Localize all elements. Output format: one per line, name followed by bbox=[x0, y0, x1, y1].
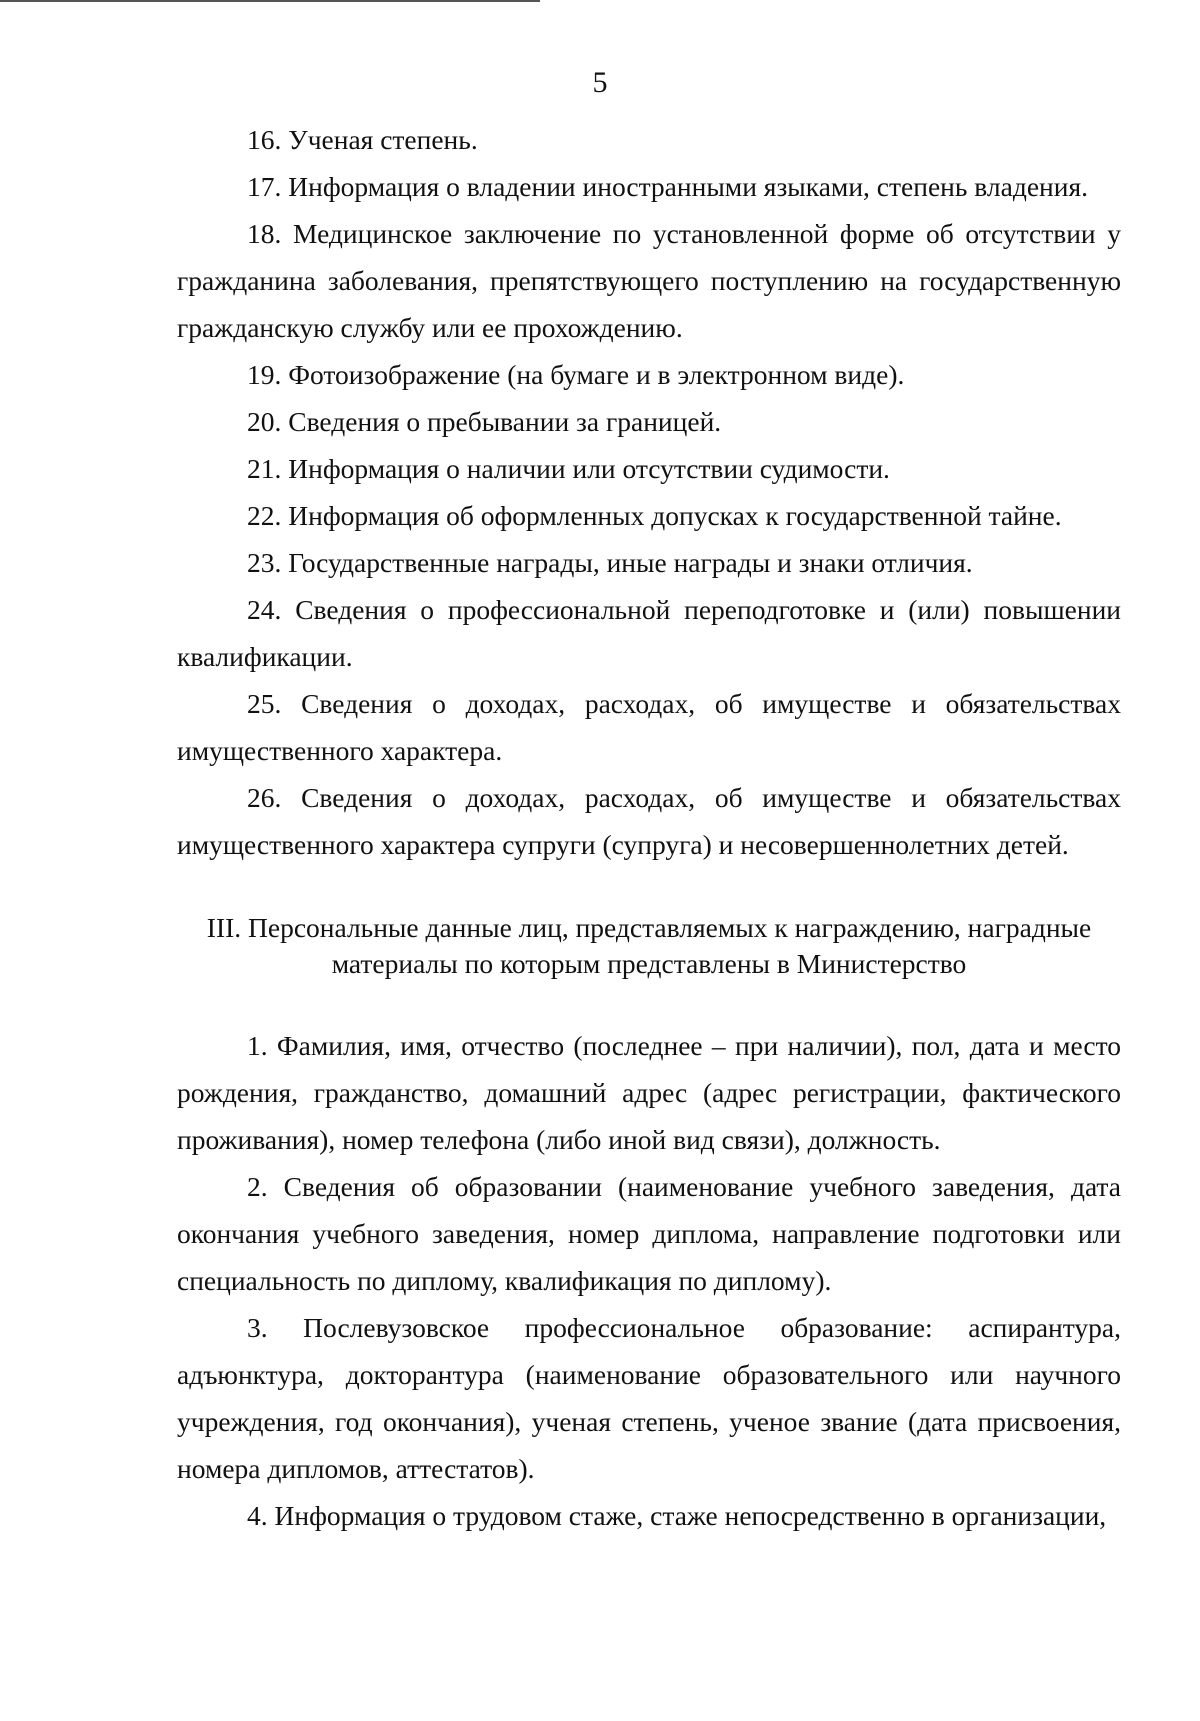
scan-edge-line bbox=[0, 0, 540, 2]
list-item: 26. Сведения о доходах, расходах, об имуществе и обязательствах имущественного характера супруги (супруга) и несовершеннолетних детей. bbox=[177, 782, 1121, 860]
list-item: 23. Государственные награды, иные награды и знаки отличия. bbox=[247, 547, 973, 578]
section-heading-line: материалы по которым представлены в Министерство bbox=[331, 948, 967, 979]
list-item: 21. Информация о наличии или отсутствии судимости. bbox=[247, 453, 890, 484]
list-item: 20. Сведения о пребывании за границей. bbox=[247, 406, 722, 437]
list-item: 17. Информация о владении иностранными языками, степень владения. bbox=[247, 171, 1088, 202]
list-item: 2. Сведения об образовании (наименование учебного заведения, дата окончания учебного заведения, номер диплома, направление подготовки или специальность по диплому, квалификация по диплому). bbox=[177, 1171, 1121, 1296]
page-number: 5 bbox=[592, 66, 608, 99]
list-item: 1. Фамилия, имя, отчество (последнее – при наличии), пол, дата и место рождения, гражданство, домашний адрес (адрес регистрации, фактического проживания), номер телефона (либо иной вид связи), должность. bbox=[177, 1030, 1121, 1155]
list-item: 3. Послевузовское профессиональное образование: аспирантура, адъюнктура, докторантура (наименование образовательного или научного учреждения, год окончания), ученая степень, ученое звание (дата присвоения, номера дипломов, аттестатов). bbox=[177, 1312, 1121, 1484]
list-item: 16. Ученая степень. bbox=[247, 124, 478, 155]
document-body bbox=[177, 116, 1121, 1539]
section-heading bbox=[177, 910, 1121, 982]
list-item: 24. Сведения о профессиональной переподготовке и (или) повышении квалификации. bbox=[177, 594, 1121, 672]
list-item: 25. Сведения о доходах, расходах, об имуществе и обязательствах имущественного характера. bbox=[177, 688, 1121, 766]
list-item: 18. Медицинское заключение по установленной форме об отсутствии у гражданина заболевания, препятствующего поступлению на государственную гражданскую службу или ее прохождению. bbox=[177, 218, 1121, 343]
list-item: 4. Информация о трудовом стаже, стаже непосредственно в организации, bbox=[247, 1500, 1107, 1531]
list-item: 22. Информация об оформленных допусках к государственной тайне. bbox=[247, 500, 1062, 531]
section-heading-line: III. Персональные данные лиц, представляемых к награждению, наградные bbox=[206, 912, 1092, 943]
list-item: 19. Фотоизображение (на бумаге и в электронном виде). bbox=[247, 359, 905, 390]
